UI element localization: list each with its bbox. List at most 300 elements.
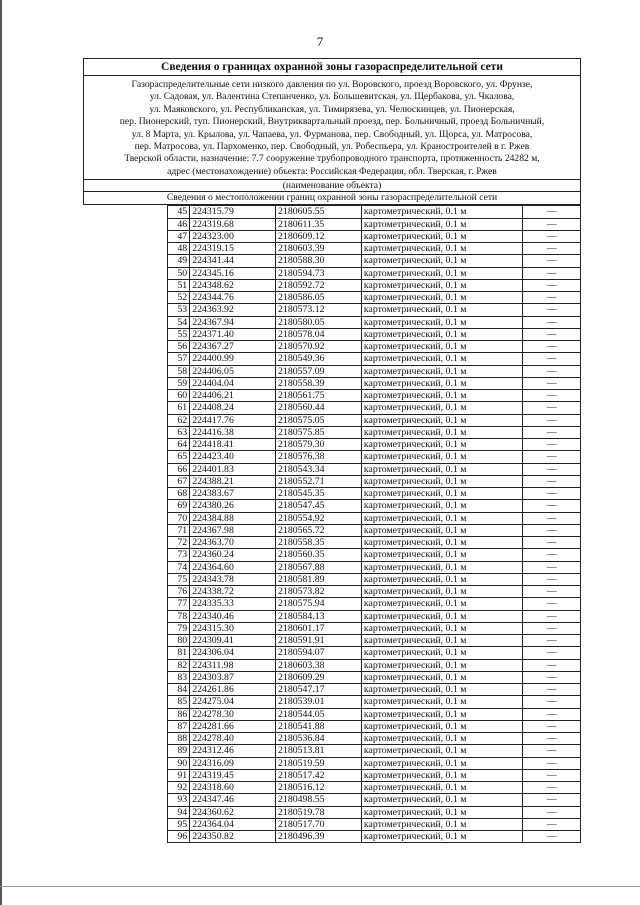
x-coordinate-cell: 224416.38 bbox=[190, 426, 276, 438]
x-coordinate-cell: 224315.79 bbox=[190, 206, 276, 218]
table-row bbox=[168, 316, 581, 328]
method-cell: картометрический, 0.1 м bbox=[361, 586, 523, 598]
y-coordinate-cell: 2180547.17 bbox=[276, 684, 362, 696]
method-cell: картометрический, 0.1 м bbox=[361, 206, 523, 218]
description-cell: — bbox=[523, 733, 581, 745]
point-number-cell: 54 bbox=[168, 316, 190, 328]
table-row bbox=[168, 733, 581, 745]
y-coordinate-cell: 2180544.05 bbox=[276, 708, 362, 720]
point-number-cell: 58 bbox=[168, 365, 190, 377]
point-number-cell: 82 bbox=[168, 659, 190, 671]
method-cell: картометрический, 0.1 м bbox=[361, 561, 523, 573]
description-cell: — bbox=[523, 561, 581, 573]
document-title: Сведения о границах охранной зоны газораспределительной сети bbox=[84, 59, 580, 76]
x-coordinate-cell: 224363.70 bbox=[190, 537, 276, 549]
method-cell: картометрический, 0.1 м bbox=[361, 279, 523, 291]
method-cell: картометрический, 0.1 м bbox=[361, 659, 523, 671]
y-coordinate-cell: 2180575.85 bbox=[276, 426, 362, 438]
x-coordinate-cell: 224384.88 bbox=[190, 512, 276, 524]
method-cell: картометрический, 0.1 м bbox=[361, 304, 523, 316]
table-row bbox=[168, 475, 581, 487]
method-cell: картометрический, 0.1 м bbox=[361, 818, 523, 830]
y-coordinate-cell: 2180581.89 bbox=[276, 573, 362, 585]
point-number-cell: 77 bbox=[168, 598, 190, 610]
point-number-cell: 64 bbox=[168, 439, 190, 451]
y-coordinate-cell: 2180576.38 bbox=[276, 451, 362, 463]
point-number-cell: 59 bbox=[168, 377, 190, 389]
y-coordinate-cell: 2180592.72 bbox=[276, 279, 362, 291]
x-coordinate-cell: 224311.98 bbox=[190, 659, 276, 671]
x-coordinate-cell: 224388.21 bbox=[190, 475, 276, 487]
method-cell: картометрический, 0.1 м bbox=[361, 831, 523, 843]
section-header: Сведения о местоположении границ охранной зоны газораспределительной сети bbox=[84, 192, 580, 205]
method-cell: картометрический, 0.1 м bbox=[361, 353, 523, 365]
point-number-cell: 47 bbox=[168, 230, 190, 242]
table-row bbox=[168, 610, 581, 622]
method-cell: картометрический, 0.1 м bbox=[361, 782, 523, 794]
x-coordinate-cell: 224364.60 bbox=[190, 561, 276, 573]
description-cell: — bbox=[523, 426, 581, 438]
description-line: ул. Садовая, ул. Валентина Степанченко, ул. Большевитская, ул. Щербакова, ул. Чкалова, bbox=[149, 91, 515, 103]
y-coordinate-cell: 2180575.05 bbox=[276, 414, 362, 426]
x-coordinate-cell: 224281.66 bbox=[190, 720, 276, 732]
x-coordinate-cell: 224408.24 bbox=[190, 402, 276, 414]
description-cell: — bbox=[523, 414, 581, 426]
point-number-cell: 90 bbox=[168, 757, 190, 769]
description-line: Тверской области, назначение: 7.7 сооружение трубопроводного транспорта, протяженность 24282 м, bbox=[124, 153, 540, 165]
method-cell: картометрический, 0.1 м bbox=[361, 573, 523, 585]
x-coordinate-cell: 224312.46 bbox=[190, 745, 276, 757]
x-coordinate-cell: 224367.27 bbox=[190, 341, 276, 353]
description-cell: — bbox=[523, 757, 581, 769]
table-row bbox=[168, 230, 581, 242]
y-coordinate-cell: 2180594.73 bbox=[276, 267, 362, 279]
y-coordinate-cell: 2180557.09 bbox=[276, 365, 362, 377]
table-row bbox=[168, 696, 581, 708]
method-cell: картометрический, 0.1 м bbox=[361, 267, 523, 279]
y-coordinate-cell: 2180517.70 bbox=[276, 818, 362, 830]
description-cell: — bbox=[523, 549, 581, 561]
table-row bbox=[168, 292, 581, 304]
description-cell: — bbox=[523, 451, 581, 463]
y-coordinate-cell: 2180567.88 bbox=[276, 561, 362, 573]
table-row bbox=[168, 377, 581, 389]
table-row bbox=[168, 818, 581, 830]
table-row bbox=[168, 573, 581, 585]
x-coordinate-cell: 224315.30 bbox=[190, 622, 276, 634]
method-cell: картометрический, 0.1 м bbox=[361, 230, 523, 242]
x-coordinate-cell: 224347.46 bbox=[190, 794, 276, 806]
point-number-cell: 91 bbox=[168, 769, 190, 781]
description-line: Газораспределительные сети низкого давления по ул. Воровского, проезд Воровского, ул. Фрунзе, bbox=[131, 79, 533, 90]
y-coordinate-cell: 2180584.13 bbox=[276, 610, 362, 622]
table-row bbox=[168, 243, 581, 255]
point-number-cell: 84 bbox=[168, 684, 190, 696]
point-number-cell: 95 bbox=[168, 818, 190, 830]
description-cell: — bbox=[523, 463, 581, 475]
y-coordinate-cell: 2180545.35 bbox=[276, 488, 362, 500]
point-number-cell: 73 bbox=[168, 549, 190, 561]
y-coordinate-cell: 2180611.35 bbox=[276, 218, 362, 230]
x-coordinate-cell: 224319.45 bbox=[190, 769, 276, 781]
method-cell: картометрический, 0.1 м bbox=[361, 218, 523, 230]
y-coordinate-cell: 2180580.05 bbox=[276, 316, 362, 328]
table-row bbox=[168, 304, 581, 316]
description-cell: — bbox=[523, 328, 581, 340]
object-description bbox=[84, 76, 580, 180]
method-cell: картометрический, 0.1 м bbox=[361, 463, 523, 475]
description-cell: — bbox=[523, 524, 581, 536]
description-cell: — bbox=[523, 610, 581, 622]
table-row bbox=[168, 831, 581, 843]
y-coordinate-cell: 2180560.35 bbox=[276, 549, 362, 561]
point-number-cell: 69 bbox=[168, 500, 190, 512]
x-coordinate-cell: 224360.24 bbox=[190, 549, 276, 561]
method-cell: картометрический, 0.1 м bbox=[361, 647, 523, 659]
point-number-cell: 46 bbox=[168, 218, 190, 230]
y-coordinate-cell: 2180561.75 bbox=[276, 390, 362, 402]
x-coordinate-cell: 224309.41 bbox=[190, 635, 276, 647]
table-row bbox=[168, 328, 581, 340]
method-cell: картометрический, 0.1 м bbox=[361, 377, 523, 389]
description-cell: — bbox=[523, 390, 581, 402]
x-coordinate-cell: 224367.94 bbox=[190, 316, 276, 328]
y-coordinate-cell: 2180609.12 bbox=[276, 230, 362, 242]
table-row bbox=[168, 341, 581, 353]
method-cell: картометрический, 0.1 м bbox=[361, 365, 523, 377]
method-cell: картометрический, 0.1 м bbox=[361, 757, 523, 769]
x-coordinate-cell: 224318.60 bbox=[190, 782, 276, 794]
y-coordinate-cell: 2180498.55 bbox=[276, 794, 362, 806]
y-coordinate-cell: 2180594.07 bbox=[276, 647, 362, 659]
table-row bbox=[168, 255, 581, 267]
description-cell: — bbox=[523, 292, 581, 304]
method-cell: картометрический, 0.1 м bbox=[361, 684, 523, 696]
point-number-cell: 57 bbox=[168, 353, 190, 365]
description-cell: — bbox=[523, 341, 581, 353]
method-cell: картометрический, 0.1 м bbox=[361, 708, 523, 720]
table-row bbox=[168, 414, 581, 426]
point-number-cell: 67 bbox=[168, 475, 190, 487]
description-cell: — bbox=[523, 365, 581, 377]
y-coordinate-cell: 2180609.29 bbox=[276, 671, 362, 683]
table-row bbox=[168, 720, 581, 732]
point-number-cell: 66 bbox=[168, 463, 190, 475]
x-coordinate-cell: 224303.87 bbox=[190, 671, 276, 683]
x-coordinate-cell: 224335.33 bbox=[190, 598, 276, 610]
x-coordinate-cell: 224371.40 bbox=[190, 328, 276, 340]
x-coordinate-cell: 224418.41 bbox=[190, 439, 276, 451]
method-cell: картометрический, 0.1 м bbox=[361, 671, 523, 683]
x-coordinate-cell: 224406.05 bbox=[190, 365, 276, 377]
point-number-cell: 68 bbox=[168, 488, 190, 500]
x-coordinate-cell: 224348.62 bbox=[190, 279, 276, 291]
point-number-cell: 56 bbox=[168, 341, 190, 353]
point-number-cell: 72 bbox=[168, 537, 190, 549]
table-row bbox=[168, 549, 581, 561]
description-cell: — bbox=[523, 684, 581, 696]
point-number-cell: 50 bbox=[168, 267, 190, 279]
table-row bbox=[168, 769, 581, 781]
table-row bbox=[168, 671, 581, 683]
point-number-cell: 94 bbox=[168, 806, 190, 818]
y-coordinate-cell: 2180536.84 bbox=[276, 733, 362, 745]
description-cell: — bbox=[523, 635, 581, 647]
method-cell: картометрический, 0.1 м bbox=[361, 402, 523, 414]
y-coordinate-cell: 2180570.92 bbox=[276, 341, 362, 353]
x-coordinate-cell: 224338.72 bbox=[190, 586, 276, 598]
description-line: пер. Матросова, ул. Пархоменко, пер. Свободный, ул. Робеспьера, ул. Кранoстроителей в г. Ржев bbox=[134, 141, 530, 153]
x-coordinate-cell: 224278.30 bbox=[190, 708, 276, 720]
table-row bbox=[168, 537, 581, 549]
point-number-cell: 51 bbox=[168, 279, 190, 291]
x-coordinate-cell: 224367.98 bbox=[190, 524, 276, 536]
y-coordinate-cell: 2180591.91 bbox=[276, 635, 362, 647]
description-cell: — bbox=[523, 659, 581, 671]
table-row bbox=[168, 757, 581, 769]
description-cell: — bbox=[523, 218, 581, 230]
method-cell: картометрический, 0.1 м bbox=[361, 316, 523, 328]
description-cell: — bbox=[523, 206, 581, 218]
table-row bbox=[168, 451, 581, 463]
table-row bbox=[168, 512, 581, 524]
point-number-cell: 49 bbox=[168, 255, 190, 267]
method-cell: картометрический, 0.1 м bbox=[361, 292, 523, 304]
point-number-cell: 74 bbox=[168, 561, 190, 573]
x-coordinate-cell: 224363.92 bbox=[190, 304, 276, 316]
point-number-cell: 61 bbox=[168, 402, 190, 414]
table-row bbox=[168, 647, 581, 659]
description-cell: — bbox=[523, 512, 581, 524]
description-cell: — bbox=[523, 537, 581, 549]
table-row bbox=[168, 279, 581, 291]
object-name-label: (наименование объекта) bbox=[84, 180, 580, 192]
point-number-cell: 53 bbox=[168, 304, 190, 316]
table-row bbox=[168, 390, 581, 402]
x-coordinate-cell: 224344.76 bbox=[190, 292, 276, 304]
y-coordinate-cell: 2180601.17 bbox=[276, 622, 362, 634]
description-cell: — bbox=[523, 255, 581, 267]
description-cell: — bbox=[523, 353, 581, 365]
description-cell: — bbox=[523, 794, 581, 806]
description-cell: — bbox=[523, 377, 581, 389]
y-coordinate-cell: 2180496.39 bbox=[276, 831, 362, 843]
method-cell: картометрический, 0.1 м bbox=[361, 341, 523, 353]
method-cell: картометрический, 0.1 м bbox=[361, 500, 523, 512]
y-coordinate-cell: 2180558.39 bbox=[276, 377, 362, 389]
x-coordinate-cell: 224261.86 bbox=[190, 684, 276, 696]
x-coordinate-cell: 224278.40 bbox=[190, 733, 276, 745]
x-coordinate-cell: 224343.78 bbox=[190, 573, 276, 585]
x-coordinate-cell: 224345.16 bbox=[190, 267, 276, 279]
table-row bbox=[168, 635, 581, 647]
method-cell: картометрический, 0.1 м bbox=[361, 439, 523, 451]
table-row bbox=[168, 586, 581, 598]
y-coordinate-cell: 2180547.45 bbox=[276, 500, 362, 512]
description-cell: — bbox=[523, 708, 581, 720]
table-row bbox=[168, 365, 581, 377]
table-row bbox=[168, 598, 581, 610]
y-coordinate-cell: 2180541.88 bbox=[276, 720, 362, 732]
y-coordinate-cell: 2180586.05 bbox=[276, 292, 362, 304]
method-cell: картометрический, 0.1 м bbox=[361, 598, 523, 610]
method-cell: картометрический, 0.1 м bbox=[361, 475, 523, 487]
description-cell: — bbox=[523, 745, 581, 757]
point-number-cell: 60 bbox=[168, 390, 190, 402]
x-coordinate-cell: 224319.15 bbox=[190, 243, 276, 255]
point-number-cell: 48 bbox=[168, 243, 190, 255]
point-number-cell: 70 bbox=[168, 512, 190, 524]
description-cell: — bbox=[523, 230, 581, 242]
method-cell: картометрический, 0.1 м bbox=[361, 243, 523, 255]
y-coordinate-cell: 2180565.72 bbox=[276, 524, 362, 536]
method-cell: картометрический, 0.1 м bbox=[361, 328, 523, 340]
method-cell: картометрический, 0.1 м bbox=[361, 549, 523, 561]
point-number-cell: 87 bbox=[168, 720, 190, 732]
method-cell: картометрический, 0.1 м bbox=[361, 524, 523, 536]
document-sheet bbox=[83, 58, 581, 843]
table-row bbox=[168, 353, 581, 365]
y-coordinate-cell: 2180519.78 bbox=[276, 806, 362, 818]
method-cell: картометрический, 0.1 м bbox=[361, 488, 523, 500]
point-number-cell: 62 bbox=[168, 414, 190, 426]
point-number-cell: 93 bbox=[168, 794, 190, 806]
header-box bbox=[83, 58, 581, 205]
y-coordinate-cell: 2180578.04 bbox=[276, 328, 362, 340]
point-number-cell: 83 bbox=[168, 671, 190, 683]
table-row bbox=[168, 806, 581, 818]
y-coordinate-cell: 2180573.82 bbox=[276, 586, 362, 598]
description-cell: — bbox=[523, 573, 581, 585]
x-coordinate-cell: 224383.67 bbox=[190, 488, 276, 500]
point-number-cell: 78 bbox=[168, 610, 190, 622]
y-coordinate-cell: 2180579.30 bbox=[276, 439, 362, 451]
description-cell: — bbox=[523, 267, 581, 279]
point-number-cell: 88 bbox=[168, 733, 190, 745]
table-row bbox=[168, 524, 581, 536]
description-cell: — bbox=[523, 696, 581, 708]
method-cell: картометрический, 0.1 м bbox=[361, 696, 523, 708]
table-row bbox=[168, 659, 581, 671]
x-coordinate-cell: 224350.82 bbox=[190, 831, 276, 843]
description-cell: — bbox=[523, 720, 581, 732]
method-cell: картометрический, 0.1 м bbox=[361, 769, 523, 781]
x-coordinate-cell: 224364.04 bbox=[190, 818, 276, 830]
method-cell: картометрический, 0.1 м bbox=[361, 426, 523, 438]
y-coordinate-cell: 2180575.94 bbox=[276, 598, 362, 610]
method-cell: картометрический, 0.1 м bbox=[361, 745, 523, 757]
table-row bbox=[168, 745, 581, 757]
point-number-cell: 55 bbox=[168, 328, 190, 340]
point-number-cell: 86 bbox=[168, 708, 190, 720]
point-number-cell: 85 bbox=[168, 696, 190, 708]
y-coordinate-cell: 2180554.92 bbox=[276, 512, 362, 524]
description-cell: — bbox=[523, 806, 581, 818]
y-coordinate-cell: 2180560.44 bbox=[276, 402, 362, 414]
description-cell: — bbox=[523, 598, 581, 610]
description-cell: — bbox=[523, 475, 581, 487]
method-cell: картометрический, 0.1 м bbox=[361, 537, 523, 549]
y-coordinate-cell: 2180513.81 bbox=[276, 745, 362, 757]
x-coordinate-cell: 224275.04 bbox=[190, 696, 276, 708]
table-row bbox=[168, 439, 581, 451]
page-number: 7 bbox=[316, 34, 324, 49]
table-row bbox=[168, 267, 581, 279]
x-coordinate-cell: 224341.44 bbox=[190, 255, 276, 267]
description-line: ул. 8 Марта, ул. Крылова, ул. Чапаева, ул. Фурманова, пер. Свободный, ул. Щорса, ул. Матросова, bbox=[131, 128, 533, 140]
x-coordinate-cell: 224340.46 bbox=[190, 610, 276, 622]
table-row bbox=[168, 218, 581, 230]
description-cell: — bbox=[523, 831, 581, 843]
point-number-cell: 96 bbox=[168, 831, 190, 843]
table-row bbox=[168, 684, 581, 696]
method-cell: картометрический, 0.1 м bbox=[361, 806, 523, 818]
point-number-cell: 52 bbox=[168, 292, 190, 304]
description-cell: — bbox=[523, 402, 581, 414]
method-cell: картометрический, 0.1 м bbox=[361, 610, 523, 622]
method-cell: картометрический, 0.1 м bbox=[361, 622, 523, 634]
point-number-cell: 89 bbox=[168, 745, 190, 757]
y-coordinate-cell: 2180519.59 bbox=[276, 757, 362, 769]
description-cell: — bbox=[523, 818, 581, 830]
method-cell: картометрический, 0.1 м bbox=[361, 720, 523, 732]
table-row bbox=[168, 206, 581, 218]
x-coordinate-cell: 224404.04 bbox=[190, 377, 276, 389]
table-row bbox=[168, 782, 581, 794]
x-coordinate-cell: 224400.99 bbox=[190, 353, 276, 365]
point-number-cell: 71 bbox=[168, 524, 190, 536]
point-number-cell: 92 bbox=[168, 782, 190, 794]
method-cell: картометрический, 0.1 м bbox=[361, 451, 523, 463]
x-coordinate-cell: 224316.09 bbox=[190, 757, 276, 769]
y-coordinate-cell: 2180517.42 bbox=[276, 769, 362, 781]
description-cell: — bbox=[523, 243, 581, 255]
x-coordinate-cell: 224417.76 bbox=[190, 414, 276, 426]
method-cell: картометрический, 0.1 м bbox=[361, 414, 523, 426]
y-coordinate-cell: 2180549.36 bbox=[276, 353, 362, 365]
point-number-cell: 79 bbox=[168, 622, 190, 634]
method-cell: картометрический, 0.1 м bbox=[361, 512, 523, 524]
table-row bbox=[168, 794, 581, 806]
table-row bbox=[168, 500, 581, 512]
point-number-cell: 75 bbox=[168, 573, 190, 585]
description-cell: — bbox=[523, 304, 581, 316]
description-cell: — bbox=[523, 782, 581, 794]
point-number-cell: 63 bbox=[168, 426, 190, 438]
description-cell: — bbox=[523, 439, 581, 451]
description-cell: — bbox=[523, 622, 581, 634]
point-number-cell: 80 bbox=[168, 635, 190, 647]
description-cell: — bbox=[523, 671, 581, 683]
point-number-cell: 76 bbox=[168, 586, 190, 598]
x-coordinate-cell: 224380.26 bbox=[190, 500, 276, 512]
y-coordinate-cell: 2180573.12 bbox=[276, 304, 362, 316]
method-cell: картометрический, 0.1 м bbox=[361, 635, 523, 647]
y-coordinate-cell: 2180605.55 bbox=[276, 206, 362, 218]
table-row bbox=[168, 622, 581, 634]
table-row bbox=[168, 463, 581, 475]
x-coordinate-cell: 224406.21 bbox=[190, 390, 276, 402]
x-coordinate-cell: 224319.68 bbox=[190, 218, 276, 230]
description-cell: — bbox=[523, 488, 581, 500]
x-coordinate-cell: 224323.00 bbox=[190, 230, 276, 242]
y-coordinate-cell: 2180543.34 bbox=[276, 463, 362, 475]
description-cell: — bbox=[523, 500, 581, 512]
scan-bottom-edge bbox=[0, 886, 640, 887]
description-line: ул. Маяковского, ул. Республиканская, ул. Тимирязева, ул. Челюскинцев, ул. Пионерская, bbox=[149, 103, 515, 115]
description-cell: — bbox=[523, 586, 581, 598]
scan-left-edge bbox=[0, 0, 2, 905]
